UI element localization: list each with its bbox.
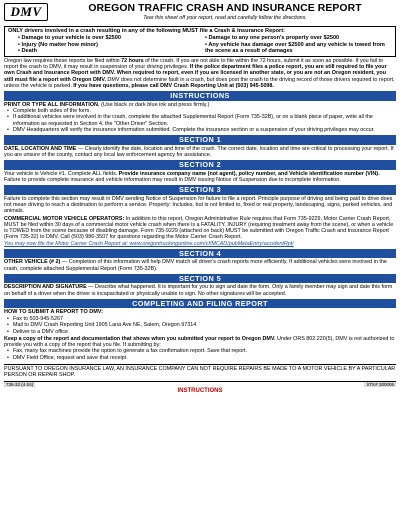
list-item: • Mail to DMV Crash Reporting Unit 1905 Lana Ave NE, Salem, Oregon 97314 [13,322,396,328]
section-3-text: Failure to complete this section may result in DMV sending Notice of Suspension for failure to file a report. Principle purpose of driving and being paid to drive does not mean driving to reach a destination to perform a service. Property: Includes, but is not limited to, fixed or real property, landscaping, signs, parked vehicles, and animals. [4,195,393,215]
list-item: • Fax to 503-945-5267 [13,316,396,322]
submission-methods-list [4,316,396,335]
list-item: • DMV Field Office, request and save that receipt. [13,355,396,361]
form-page [4,3,396,515]
section-4-band: SECTION 4 [4,249,396,258]
filing-heading: HOW TO SUBMIT A REPORT TO DMV: [4,309,103,316]
list-item: • Fax, many fax machines provide the option to generate a fax confirmation report. Save that report. [13,348,396,354]
intro-paragraph: Oregon law requires these reports be filed within 72 hours of the crash. If you are not able to file within the 72 hours, submit it as soon as possible. If you fail to report the crash to DMV, it may result in suspension of your driving privileges. If the police department files a police report, you are still required to file your own Crash and Insurance Report with DMV. When required to report, even if you are licensed in another state, or you are not an Oregon resident, you still must file a report with Oregon DMV. DMV does not determine fault in a crash, but does post the crash to the driving record of those drivers required to report, unless the vehicle is parked. If you have questions, please call DMV Crash Reporting Unit at (503) 945-5098. [4,57,395,89]
eligibility-item: • Death [18,48,205,55]
section-4-text: OTHER VEHICLE (# 2) — Completion of this information will help DMV match all driver's crash reports more efficiently. If additional vehicles were involved in the crash, complete attached Supplemental Report (Form 735-32B). [4,259,387,272]
instructions-band: INSTRUCTIONS [4,91,396,100]
section-1-band: SECTION 1 [4,135,396,144]
instructions-heading: PRINT OR TYPE ALL INFORMATION. (Use black or dark blue ink and press firmly.) [4,101,210,108]
stock-number: STK# 300006 [366,381,394,387]
dmv-logo: DMV [4,3,48,21]
footer-instructions-label: INSTRUCTIONS [177,388,223,395]
section-2-text: Your vehicle is Vehicle #1. Complete ALL fields. Provide insurance company name (not agent), policy number, and Vehicle identification number (VIN). Failure to provide complete insurance and vehicle information may result in DMV issuing Notice of Suspension due to incomplete information. [4,170,380,184]
list-item: • DMV Headquarters will verify the insurance information submitted. Complete the insurance section or a suspension of your driving privileges may occur. [13,127,396,133]
section-5-band: SECTION 5 [4,274,396,283]
eligibility-box [4,26,396,57]
eligibility-item: • Injury (No matter how minor) [18,42,205,49]
eligibility-right-list [205,35,392,55]
eligibility-lead: ONLY drivers involved in a crash resulting in any of the following MUST file a Crash & Insurance Report: [8,28,285,34]
form-footer [4,381,396,388]
list-item: • Complete both sides of the form. [13,108,396,114]
eligibility-item: • Damage to your vehicle is over $2500 [18,35,205,42]
section-3-band: SECTION 3 [4,185,396,194]
section-2-band: SECTION 2 [4,160,396,169]
motor-carrier-link[interactable]: You may now file the Motor Carrier Crash Report at: www.oregontruckingonline.com/cf/MCAD/pubMetaEntry/accidentRpt/ [4,240,294,247]
page-subtitle: Tear this sheet off your report, read and carefully follow the directions. [143,15,307,21]
header [4,3,396,25]
eligibility-item: • Damage to any one person's property over $2500 [205,35,392,42]
receipt-list [4,348,396,361]
eligibility-item: • Any vehicle has damage over $2500 and any vehicle is towed from the scene as a result of damages [205,42,392,55]
list-item: • Deliver to a DMV office [13,329,396,335]
instructions-list [4,108,396,133]
eligibility-left-list [8,35,205,55]
section-5-text: DESCRIPTION AND SIGNATURE — Describe what happened. It is important for you to sign and date the form. Only a family member may sign and date this form on behalf of a driver when the driver is incapacitated or physically unable to sign. No other signatures will be accepted. [4,284,393,297]
keep-copy-text: Keep a copy of the report and documentation that shows when you submitted your report to Oregon DMV. Under ORS 802.220(5), DMV is not authorized to provide you with a copy of the report that you file. If submitting by: [4,335,395,349]
commercial-vehicle-text: COMMERCIAL MOTOR VEHICLE OPERATORS: In addition to this report, Oregon Administrative Rule requires that Form 735-9229, Motor Carrier Crash Report, MUST be filed within 30 days of a commercial motor vehicle crash when there is a FATALITY, INJURY (requiring treatment away from the scene), or when a vehicle is TOWED from the scene because of disabling damage. Form 735-9229 (attached on back) MUST be submitted with Oregon Traffic Crash and Insurance Report (Form 735-32) to DMV. Call (503) 986-3507 for questions regarding the Motor Carrier Crash Report. [4,215,394,241]
insurance-notice: PURSUANT TO OREGON INSURANCE LAW, AN INSURANCE COMPANY CAN NOT REQUIRE REPAIRS BE MADE TO A MOTOR VEHICLE BY A PARTICULAR PERSON OR REPAIR SHOP. [4,366,396,379]
list-item: • If additional vehicles were involved in the crash, complete the attached Supplemental Report (Form 735-32B), or on a blank piece of paper, write all the information as requested in Section 4, the "Other Driver" Section. [13,114,396,127]
page-title: OREGON TRAFFIC CRASH AND INSURANCE REPORT [88,3,362,14]
section-1-text: DATE, LOCATION AND TIME — Clearly identify the date, location and time of the crash. The correct date, location and time are critical to processing your report. If you are unsure of the county, contact any local law enforcement agency for assistance. [4,145,394,159]
filing-band: COMPLETING AND FILING REPORT [4,299,396,308]
form-number: 735-32 (4-24) [6,381,34,387]
